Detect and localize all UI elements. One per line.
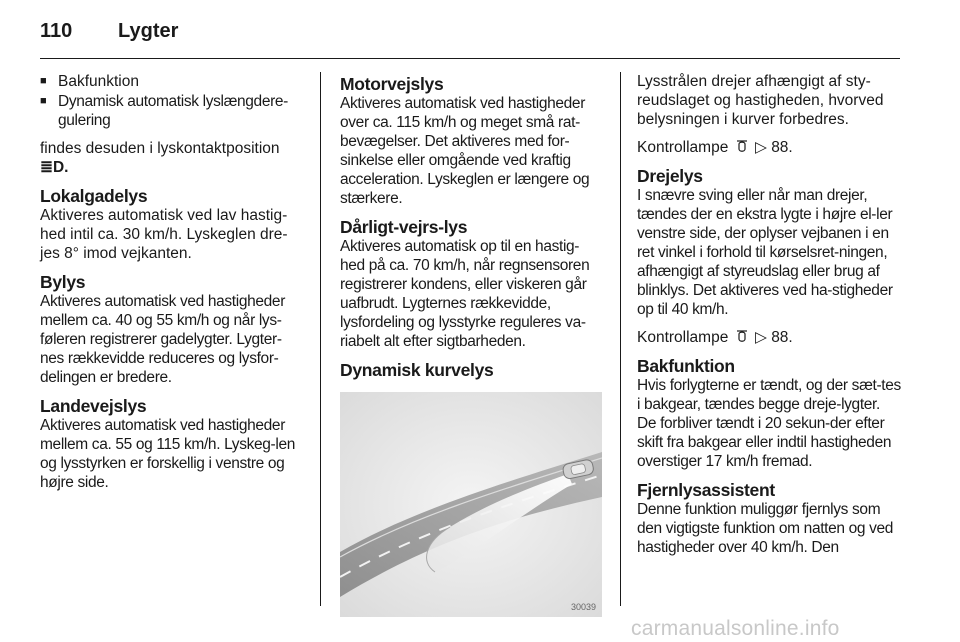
watermark: carmanualsonline.info: [631, 617, 840, 640]
header-rule: [40, 58, 900, 59]
column-divider-2: [620, 72, 621, 606]
curve-light-lamp-icon: [735, 140, 749, 154]
section-body: Aktiveres automatisk ved hastigheder over ca. 115 km/h og meget små rat-bevægelser. Det aktiveres med for-sinkelse eller omgående ved kraftig acceleration. Lyskeglen er længere og stærkere.: [340, 95, 590, 207]
chapter-title: Lygter: [118, 20, 179, 42]
section-bylys: [40, 272, 302, 387]
figure-number: 30039: [570, 602, 596, 612]
curve-light-lamp-icon: [735, 330, 749, 344]
page-ref-arrow-icon: ▷: [754, 329, 767, 346]
section-bakfunktion: [637, 356, 901, 471]
section-title: Dårligt-vejrs-lys: [340, 217, 468, 237]
control-lamp-ref: Kontrollampe ▷ 88.: [637, 329, 793, 346]
bullet-item: ■ Bakfunktion: [40, 72, 302, 91]
section-body: Aktiveres automatisk op til en hastig-hed på ca. 70 km/h, når regnsensoren registrerer kondens, eller viskeren går uafbrudt. Lygternes rækkevidde, lysfordeling og lysstyrke reguleres va-riabelt alt efter sigtbarheden.: [340, 238, 590, 350]
section-lokalgadelys: [40, 186, 302, 263]
column-2: [340, 72, 602, 617]
curve-light-illustration: [340, 392, 602, 617]
section-body: Hvis forlygterne er tændt, og der sæt-tes i bakgear, tændes begge dreje-lygter. De forbliver tændt i 20 sekun-der efter skift fra bakgear eller indtil hastigheden overstiger 17 km/h fremad.: [637, 377, 901, 470]
page-ref-arrow-icon: ▷: [754, 139, 767, 156]
section-title: Lokalgadelys: [40, 186, 148, 206]
section-motorvejslys: [340, 74, 602, 208]
section-fjernlysassistent: [637, 480, 901, 557]
intro-text: findes desuden i lyskontaktposition: [40, 140, 280, 157]
section-landevejslys: [40, 396, 302, 492]
section-body: Aktiveres automatisk ved lav hastig-hed intil ca. 30 km/h. Lyskeglen dre-jes 8° imod vejkanten.: [40, 207, 288, 262]
control-lamp-ref: Kontrollampe ▷ 88.: [637, 139, 793, 156]
intro-paragraph: [40, 139, 302, 177]
section-title: Bakfunktion: [637, 356, 735, 376]
section-body: Denne funktion muliggør fjernlys som den vigtigste funktion om natten og ved hastigheder over 40 km/h. Den: [637, 501, 894, 556]
section-title: Fjernlysassistent: [637, 480, 775, 500]
intro-paragraph: Lysstrålen drejer afhængigt af sty-reudslaget og hastigheden, hvorved belysningen i kurver forbedres.: [637, 73, 884, 128]
section-body: Aktiveres automatisk ved hastigheder mellem ca. 40 og 55 km/h og når lys-føleren registrerer gadelygter. Lygter-nes rækkevidde reduceres og lysfor-delingen er bredere.: [40, 293, 286, 386]
bullet-item: ■ Dynamisk automatisk lyslængdere-gulering: [40, 92, 302, 130]
section-title: Motorvejslys: [340, 74, 444, 94]
section-title: Bylys: [40, 272, 86, 292]
section-body: Aktiveres automatisk ved hastigheder mellem ca. 55 og 115 km/h. Lyskeg-len og lysstyrken er forskellig i venstre og højre side.: [40, 417, 295, 491]
section-body: I snævre sving eller når man drejer, tændes der en ekstra lygte i højre el-ler venstre side, der oplyser vejbanen i en ret vinkel i forhold til kørselsret-ningen, afhængigt af styreudslag eller brug af blinklys. Det aktiveres ved ha-stigheder op til 40 km/h.: [637, 187, 893, 318]
section-drejelys: [637, 166, 901, 319]
section-daarligt-vejrs-lys: [340, 217, 602, 351]
section-title: Dynamisk kurvelys: [340, 360, 494, 380]
column-3: [637, 72, 901, 566]
light-position-symbol: ≣D.: [40, 159, 69, 176]
page-number: 110: [40, 20, 73, 42]
section-dynamisk-kurvelys: [340, 360, 602, 380]
section-title: Drejelys: [637, 166, 703, 186]
page-header: [40, 20, 178, 46]
section-title: Landevejslys: [40, 396, 147, 416]
column-1: [40, 72, 302, 501]
column-divider-1: [320, 72, 321, 606]
